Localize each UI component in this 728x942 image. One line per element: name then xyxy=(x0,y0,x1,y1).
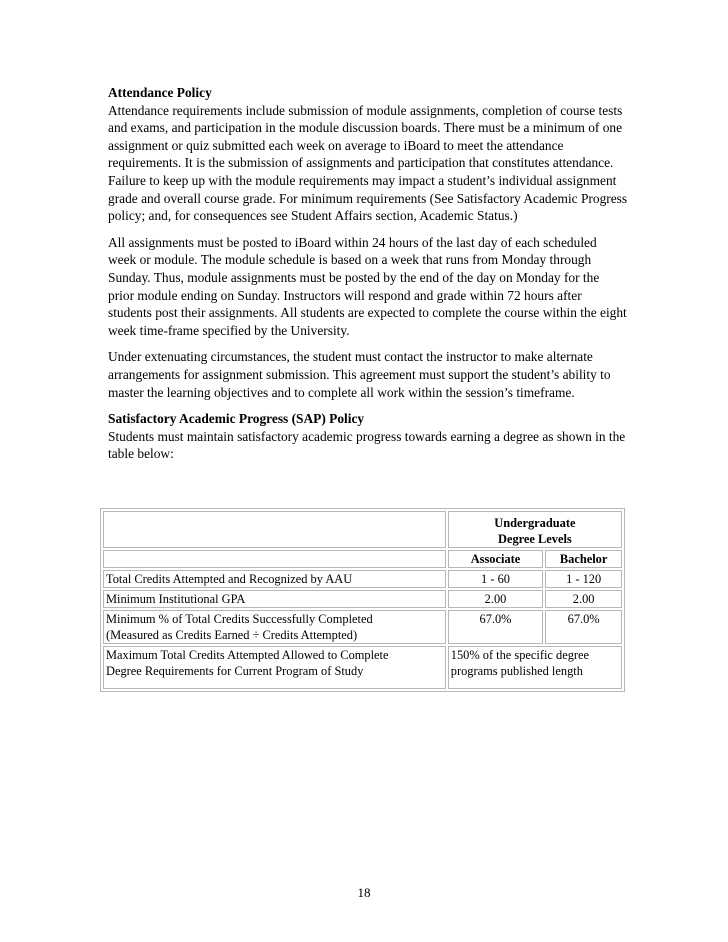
attendance-paragraph-2: All assignments must be posted to iBoard within 24 hours of the last day of each scheduled week or module. The module schedule is based on a week that runs from Monday through Sunday. Thus, module assignments must be posted by the end of the day on Monday for the prior module ending on Sunday. Instructors will respond and grade within 72 hours after students post their assignments. All students are expected to complete the course within the eight week time-frame specified by the University. xyxy=(108,234,627,338)
bachelor-value: 1 - 120 xyxy=(545,570,622,588)
degree-levels-header: Undergraduate Degree Levels xyxy=(448,511,622,548)
associate-value: 2.00 xyxy=(448,590,544,608)
row-label: Maximum Total Credits Attempted Allowed to Complete Degree Requirements for Current Program of Study xyxy=(103,646,446,689)
bachelor-value: 2.00 xyxy=(545,590,622,608)
table-subheader-row xyxy=(103,550,622,568)
sap-intro: Students must maintain satisfactory academic progress towards earning a degree as shown in the table below: xyxy=(108,428,626,462)
page-number: 18 xyxy=(357,885,371,900)
attendance-heading: Attendance Policy xyxy=(108,85,212,100)
table-row xyxy=(103,570,622,588)
table-row xyxy=(103,590,622,608)
bachelor-header: Bachelor xyxy=(545,550,622,568)
attendance-paragraph-1: Attendance requirements include submission of module assignments, completion of course tests and exams, and participation in the module discussion boards. There must be a minimum of one assignment or quiz submitted each week on average to iBoard to meet the attendance requirements. It is the submission of assignments and participation that constitutes attendance. Failure to keep up with the module requirements may impact a student’s individual assignment grade and overall course grade. For minimum requirements (See Satisfactory Academic Progress policy; and, for consequences see Student Affairs section, Academic Status.) xyxy=(108,102,628,224)
associate-value: 1 - 60 xyxy=(448,570,544,588)
page-body xyxy=(108,84,628,463)
empty-subheader-cell xyxy=(103,550,446,568)
associate-value: 67.0% xyxy=(448,610,544,644)
sap-table xyxy=(100,508,625,692)
row-label: Minimum % of Total Credits Successfully Completed (Measured as Credits Earned ÷ Credits Attempted) xyxy=(103,610,446,644)
table-row xyxy=(103,646,622,689)
row-label: Total Credits Attempted and Recognized by AAU xyxy=(103,570,446,588)
merged-value: 150% of the specific degree programs published length xyxy=(448,646,622,689)
bachelor-value: 67.0% xyxy=(545,610,622,644)
empty-header-cell xyxy=(103,511,446,548)
row-label: Minimum Institutional GPA xyxy=(103,590,446,608)
sap-heading: Satisfactory Academic Progress (SAP) Policy xyxy=(108,411,365,427)
attendance-paragraph-3: Under extenuating circumstances, the student must contact the instructor to make alternate arrangements for assignment submission. This agreement must support the student’s ability to master the learning objectives and to complete all work within the session’s timeframe. xyxy=(108,349,611,400)
table-header-row xyxy=(103,511,622,548)
associate-header: Associate xyxy=(448,550,544,568)
table-row xyxy=(103,610,622,644)
